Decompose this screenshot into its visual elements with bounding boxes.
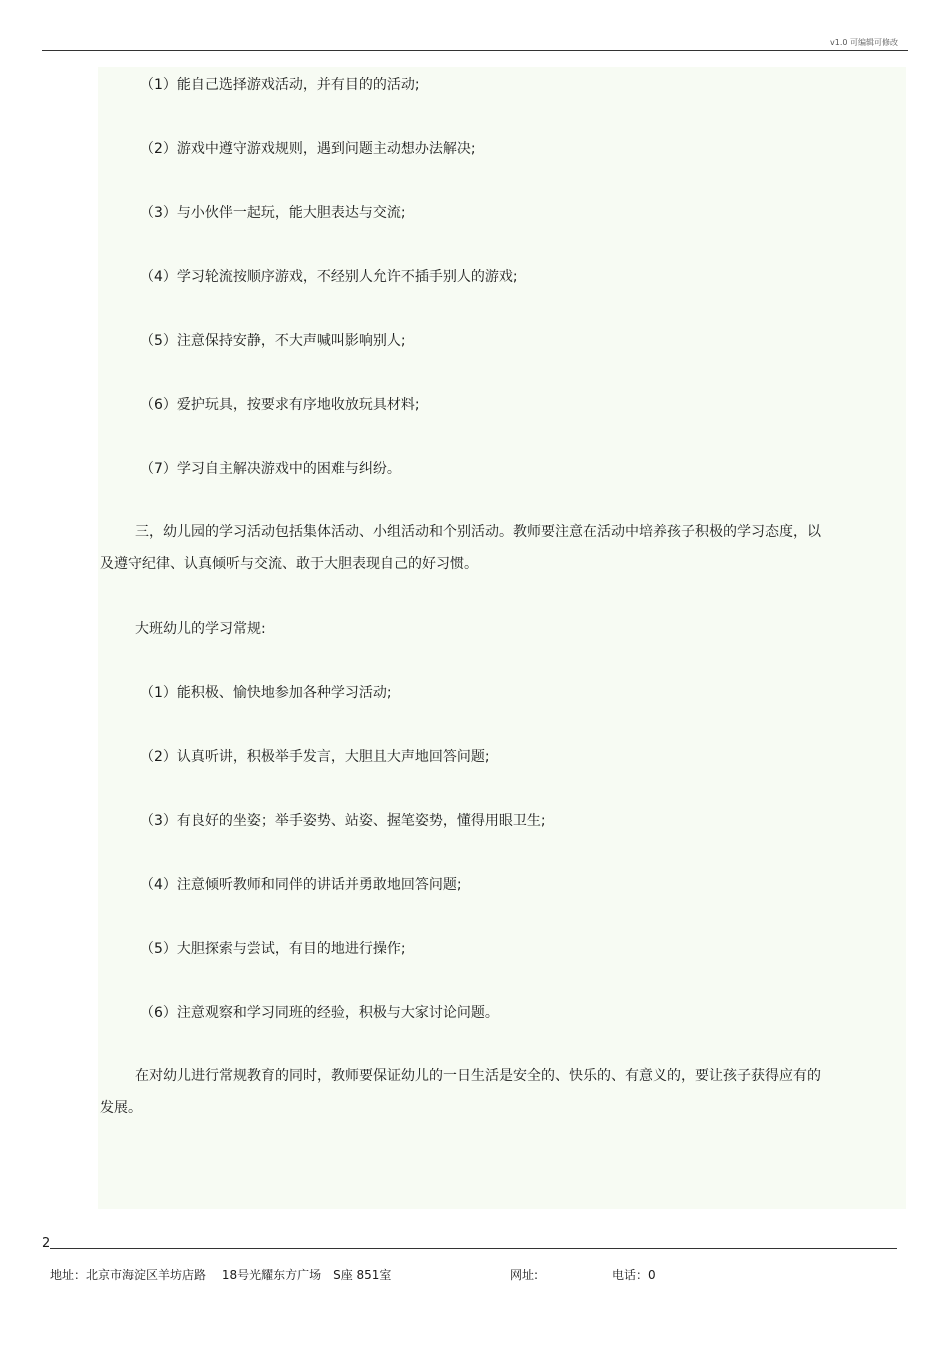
- list-item: （2）游戏中遵守游戏规则，遇到问题主动想办法解决;: [140, 141, 476, 157]
- list-item: （2）认真听讲，积极举手发言，大胆且大声地回答问题;: [140, 749, 490, 765]
- list-item: （6）爱护玩具，按要求有序地收放玩具材料;: [140, 397, 420, 413]
- list-item: （5）大胆探索与尝试，有目的地进行操作;: [140, 941, 406, 957]
- footer-website: 网址:: [510, 1268, 539, 1282]
- section-subtitle: 大班幼儿的学习常规:: [135, 621, 266, 637]
- list-item: （3）有良好的坐姿；举手姿势、站姿、握笔姿势，懂得用眼卫生;: [140, 813, 546, 829]
- list-item: （3）与小伙伴一起玩，能大胆表达与交流;: [140, 205, 406, 221]
- content-panel: [98, 67, 906, 1209]
- closing-paragraph: 在对幼儿进行常规教育的同时，教师要保证幼儿的一日生活是安全的、快乐的、有意义的，要让孩子获得应有的发展。: [100, 1068, 821, 1116]
- section-paragraph: 三，幼儿园的学习活动包括集体活动、小组活动和个别活动。教师要注意在活动中培养孩子积极的学习态度，以及遵守纪律、认真倾听与交流、敢于大胆表现自己的好习惯。: [100, 524, 821, 572]
- list-item: （7）学习自主解决游戏中的困难与纠纷。: [140, 461, 401, 477]
- list-item: （6）注意观察和学习同班的经验，积极与大家讨论问题。: [140, 1005, 499, 1021]
- header-rule: [42, 50, 908, 51]
- page-number: 2: [42, 1236, 51, 1251]
- list-item: （4）注意倾听教师和同伴的讲话并勇敢地回答问题;: [140, 877, 462, 893]
- footer-phone: 电话：0: [612, 1268, 656, 1282]
- footer-address: 地址：北京市海淀区羊坊店路 18号光耀东方广场 S座 851室: [50, 1268, 392, 1282]
- footer-rule: [50, 1248, 897, 1249]
- list-item: （5）注意保持安静，不大声喊叫影响别人;: [140, 333, 406, 349]
- list-item: （1）能自己选择游戏活动，并有目的的活动;: [140, 77, 420, 93]
- header-note: v1.0 可编辑可修改: [830, 38, 898, 47]
- list-item: （1）能积极、愉快地参加各种学习活动;: [140, 685, 392, 701]
- list-item: （4）学习轮流按顺序游戏，不经别人允许不插手别人的游戏;: [140, 269, 518, 285]
